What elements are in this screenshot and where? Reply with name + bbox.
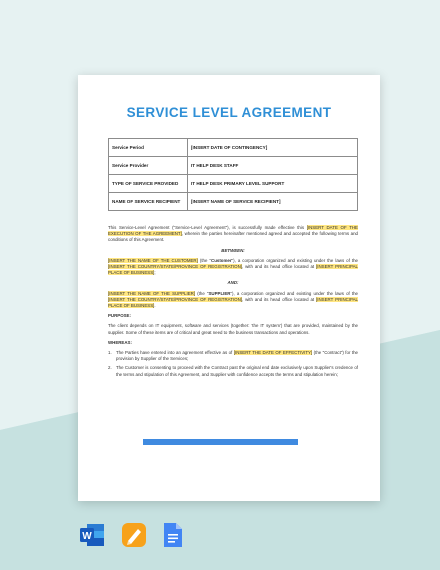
table-label: Service Provider <box>109 157 188 175</box>
table-value: [INSERT NAME OF SERVICE RECIPIENT] <box>188 193 358 211</box>
placeholder-highlight: [INSERT THE DATE OF EFFECTIVITY] <box>233 350 313 356</box>
between-heading: BETWEEN: <box>221 247 245 253</box>
table-value: [INSERT DATE OF CONTINGENCY] <box>188 139 358 157</box>
supplier-text: "), a corporation organized and existing under the laws of the <box>230 290 358 296</box>
svg-text:W: W <box>82 531 92 542</box>
document-body <box>108 225 358 381</box>
intro-paragraph <box>108 225 358 244</box>
list-number: 2. <box>108 365 112 371</box>
customer-text: ; <box>154 270 156 276</box>
table-row <box>109 193 358 211</box>
table-value: IT HELP DESK PRIMARY LEVEL SUPPORT <box>188 175 358 193</box>
customer-paragraph <box>108 258 358 277</box>
google-docs-icon[interactable] <box>160 521 186 549</box>
supplier-text: . <box>154 303 156 309</box>
supplier-term: SUPPLIER <box>208 290 231 296</box>
intro-text: This Service-Level Agreement ("Service-Level Agreement"), is successfully made effective this <box>108 225 307 230</box>
placeholder-highlight: [INSERT PRINCIPAL PLACE OF BUSINESS] <box>108 296 358 309</box>
placeholder-highlight: [INSERT THE COUNTRY/STATE/PROVINCE OF REGISTRATION] <box>108 264 242 270</box>
list-item <box>108 350 358 362</box>
whereas-heading: WHEREAS: <box>108 339 132 345</box>
document-title: SERVICE LEVEL AGREEMENT <box>126 105 332 120</box>
supplier-text: (the " <box>195 290 209 296</box>
table-label: Service Period <box>109 139 188 157</box>
whereas-list <box>108 350 358 378</box>
table-row <box>109 139 358 157</box>
placeholder-highlight: [INSERT THE COUNTRY/STATE/PROVINCE OF REGISTRATION] <box>108 296 242 302</box>
table-value: IT HELP DESK STAFF <box>188 157 358 175</box>
purpose-heading: PURPOSE: <box>108 313 131 319</box>
supplier-paragraph <box>108 291 358 310</box>
table-row <box>109 175 358 193</box>
purpose-paragraph: The client depends on IT equipment, software and services (together: 'the IT system') that are provided, maintained by the supplier. Some of these items are of critical and great need to the business transactions and operations. <box>108 323 358 335</box>
placeholder-highlight: [INSERT PRINCIPAL PLACE OF BUSINESS] <box>108 264 358 276</box>
list-text: (the "Contract") for the provision by Supplier of the Services; <box>116 350 358 362</box>
list-text: The Parties have entered into an agreement effective as of <box>116 350 234 356</box>
table-label: TYPE OF SERVICE PROVIDED <box>109 175 188 193</box>
service-info-table <box>108 138 358 211</box>
accent-bar <box>143 439 298 445</box>
placeholder-highlight: [INSERT THE NAME OF THE SUPPLIER] <box>108 290 196 296</box>
list-item <box>108 365 358 377</box>
table-label: NAME OF SERVICE RECIPIENT <box>109 193 188 211</box>
list-number: 1. <box>108 350 112 356</box>
supplier-text: , with and its head office located at <box>241 296 317 302</box>
customer-text: (the " <box>197 257 212 263</box>
document-page <box>78 75 380 501</box>
customer-text: "), a corporation organized and existing under the laws of the <box>231 257 358 263</box>
intro-text: , wherein the parties hereinafter mentioned agreed and accepted the following terms and conditions of this Agreement. <box>108 231 358 243</box>
placeholder-highlight: [INSERT THE NAME OF THE CUSTOMER] <box>108 257 198 263</box>
placeholder-highlight: [INSERT DATE OF THE EXECUTION OF THE AGREEMENT] <box>108 225 358 237</box>
table-row <box>109 157 358 175</box>
word-icon[interactable] <box>78 521 106 549</box>
customer-term: Customer <box>211 257 232 263</box>
customer-text: , with and its head office located at <box>241 264 317 270</box>
list-text: The Customer is consenting to proceed with the Contract past the original end date exclusively upon Supplier's credence of the terms and stipulation of this Agreement, and Supplier with confidence accepts the terms and stipulation herein; <box>116 365 358 377</box>
pages-icon[interactable] <box>120 521 148 549</box>
and-heading: AND: <box>227 280 239 286</box>
